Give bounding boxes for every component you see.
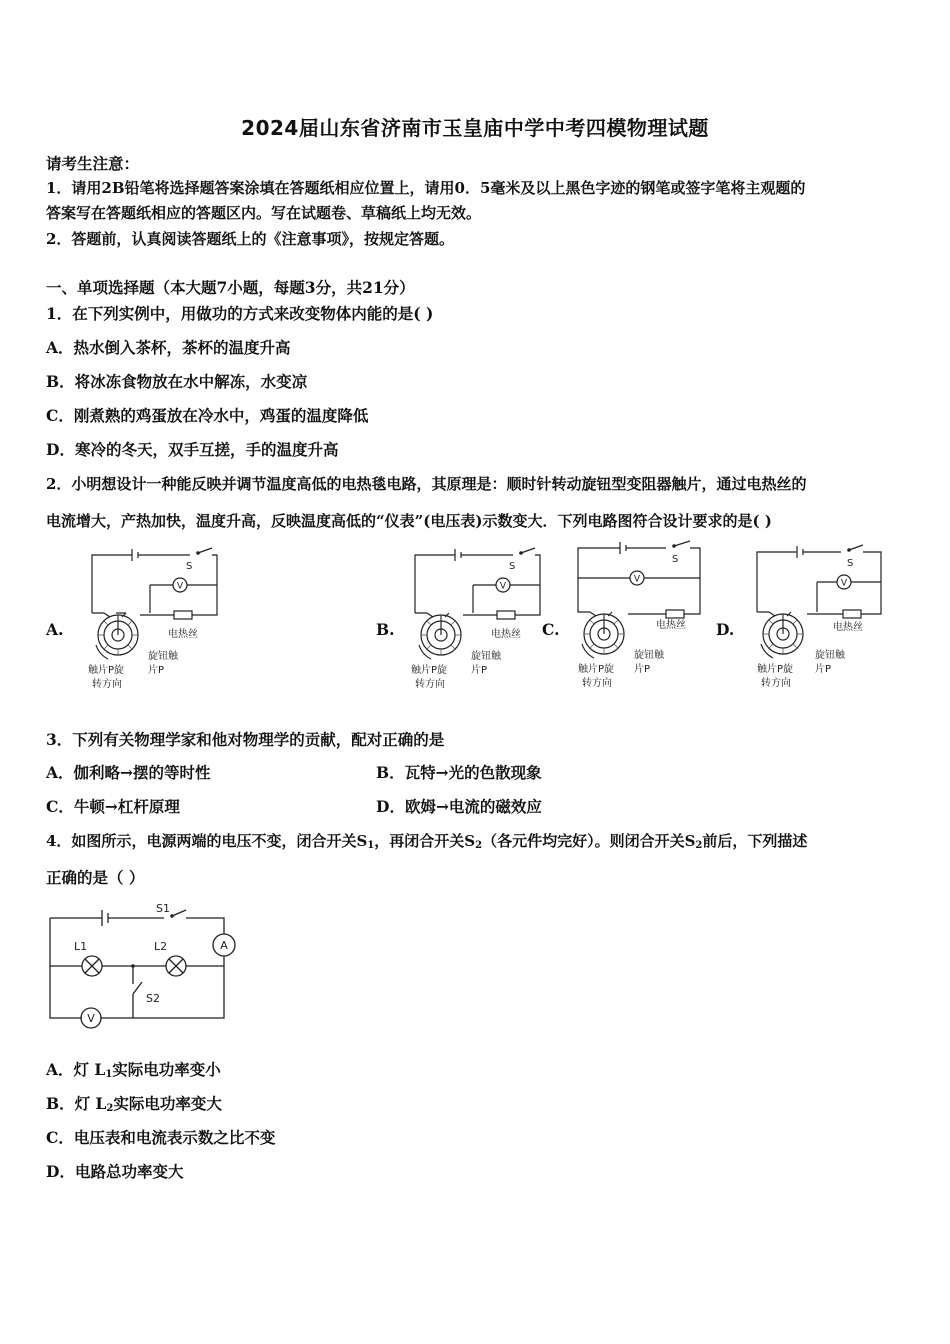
q2-a-meter-label: V xyxy=(176,581,184,592)
section-heading: 一、单项选择题（本大题7小题，每题3分，共21分） xyxy=(46,278,415,297)
q1-option-b: B．将冰冻食物放在水中解冻，水变凉 xyxy=(46,372,308,391)
q2-a-rotate-1: 触片P旋 xyxy=(88,665,125,676)
q2-d-meter-label: V xyxy=(840,578,848,589)
q4-option-b xyxy=(46,1092,222,1114)
q2-b-rotate-2: 转方向 xyxy=(415,679,445,690)
q3-option-d: D．欧姆→电流的磁效应 xyxy=(376,797,542,816)
q2-a-knob-2: 片P xyxy=(148,665,165,676)
q4-option-d: D．电路总功率变大 xyxy=(46,1162,184,1181)
q4-option-a xyxy=(46,1058,221,1080)
q4-l1-label: L1 xyxy=(74,940,88,953)
q4-s2-label: S2 xyxy=(146,992,160,1005)
q2-circuit-b xyxy=(403,545,553,695)
q3-stem: 3．下列有关物理学家和他对物理学的贡献，配对正确的是 xyxy=(46,730,445,749)
q4-stem-sub-1: 1 xyxy=(367,840,375,851)
q4-b-part-2: 实际电功率变大 xyxy=(113,1094,222,1113)
q2-b-knob-1: 旋钮触 xyxy=(471,651,501,662)
q2-c-knob-2: 片P xyxy=(634,664,651,675)
q2-label-b: B. xyxy=(376,620,395,639)
q2-a-switch-label: S xyxy=(186,561,193,572)
q2-c-meter-label: V xyxy=(633,574,641,585)
q4-ammeter-label: A xyxy=(220,939,228,952)
q4-stem-part-d: 前后，下列描述 xyxy=(702,832,808,850)
q4-stem-part-b: ，再闭合开关S xyxy=(374,832,476,850)
page-title: 2024届山东省济南市玉皇庙中学中考四模物理试题 xyxy=(241,116,709,140)
q1-option-d: D．寒冷的冬天，双手互搓，手的温度升高 xyxy=(46,440,339,459)
q3-option-b: B．瓦特→光的色散现象 xyxy=(376,763,542,782)
q4-stem-sub-3: 2 xyxy=(695,840,703,851)
q4-l2-label: L2 xyxy=(154,940,168,953)
q2-c-heater-label: 电热丝 xyxy=(656,620,686,631)
q2-stem-2: 电流增大，产热加快，温度升高，反映温度高低的“仪表”(电压表)示数变大．下列电路图符合设计要求的是( ) xyxy=(46,512,772,530)
notice-line-1: 1．请用2B铅笔将选择题答案涂填在答题纸相应位置上，请用0．5毫米及以上黑色字迹的钢笔或签字笔将主观题的 xyxy=(46,179,806,197)
q2-circuit-c xyxy=(568,540,716,695)
q2-d-switch-label: S xyxy=(847,558,854,569)
q2-a-heater-label: 电热丝 xyxy=(168,629,198,640)
q4-circuit xyxy=(44,898,244,1038)
q4-a-sub: 1 xyxy=(105,1069,113,1080)
q2-d-rotate-2: 转方向 xyxy=(761,678,791,689)
q2-c-switch-label: S xyxy=(672,554,679,565)
q4-stem-part-c: （各元件均完好）。则闭合开关S xyxy=(482,832,696,850)
q4-option-c: C．电压表和电流表示数之比不变 xyxy=(46,1128,276,1147)
q1-option-a: A．热水倒入茶杯，茶杯的温度升高 xyxy=(46,338,291,357)
notice-heading: 请考生注意： xyxy=(46,154,140,173)
q4-stem-1 xyxy=(46,830,807,851)
q2-b-rotate-1: 触片P旋 xyxy=(411,665,448,676)
q2-b-meter-label: V xyxy=(499,581,507,592)
q4-s1-label: S1 xyxy=(156,902,170,915)
q2-d-rotate-1: 触片P旋 xyxy=(757,664,794,675)
q1-option-c: C．刚煮熟的鸡蛋放在冷水中，鸡蛋的温度降低 xyxy=(46,406,369,425)
q2-d-knob-2: 片P xyxy=(815,664,832,675)
q2-b-knob-2: 片P xyxy=(471,665,488,676)
q2-circuit-a xyxy=(80,545,230,695)
q2-d-heater-label: 电热丝 xyxy=(833,622,863,633)
q2-d-knob-1: 旋钮触 xyxy=(815,650,845,661)
q2-b-switch-label: S xyxy=(509,561,516,572)
q2-label-a: A. xyxy=(46,620,64,639)
q2-c-knob-1: 旋钮触 xyxy=(634,650,664,661)
q2-a-rotate-2: 转方向 xyxy=(92,679,122,690)
q4-b-sub: 2 xyxy=(106,1103,114,1114)
q2-c-rotate-1: 触片P旋 xyxy=(578,664,615,675)
q2-b-heater-label: 电热丝 xyxy=(491,629,521,640)
q2-label-d: D. xyxy=(716,620,735,639)
q2-label-c: C. xyxy=(542,620,560,639)
q3-option-c: C．牛顿→杠杆原理 xyxy=(46,797,180,816)
notice-line-3: 2．答题前，认真阅读答题纸上的《注意事项》，按规定答题。 xyxy=(46,230,454,248)
q3-option-a: A．伽利略→摆的等时性 xyxy=(46,763,211,782)
notice-line-2: 答案写在答题纸相应的答题区内。写在试题卷、草稿纸上均无效。 xyxy=(46,204,482,222)
q4-voltmeter-label: V xyxy=(87,1012,95,1025)
q4-stem-2: 正确的是（ ） xyxy=(46,868,145,887)
q4-stem-sub-2: 2 xyxy=(475,840,483,851)
q2-a-knob-1: 旋钮触 xyxy=(148,651,178,662)
q2-circuit-d xyxy=(745,540,895,695)
q4-stem-part-a: 4．如图所示，电源两端的电压不变，闭合开关S xyxy=(46,832,368,850)
q4-b-part-1: B．灯 L xyxy=(46,1094,107,1113)
q2-stem-1: 2．小明想设计一种能反映并调节温度高低的电热毯电路，其原理是：顺时针转动旋钮型变阻器触片，通过电热丝的 xyxy=(46,475,807,493)
q2-c-rotate-2: 转方向 xyxy=(582,678,612,689)
q1-stem: 1．在下列实例中，用做功的方式来改变物体内能的是( ) xyxy=(46,304,434,323)
q4-a-part-1: A．灯 L xyxy=(46,1060,106,1079)
q4-a-part-2: 实际电功率变小 xyxy=(112,1060,221,1079)
